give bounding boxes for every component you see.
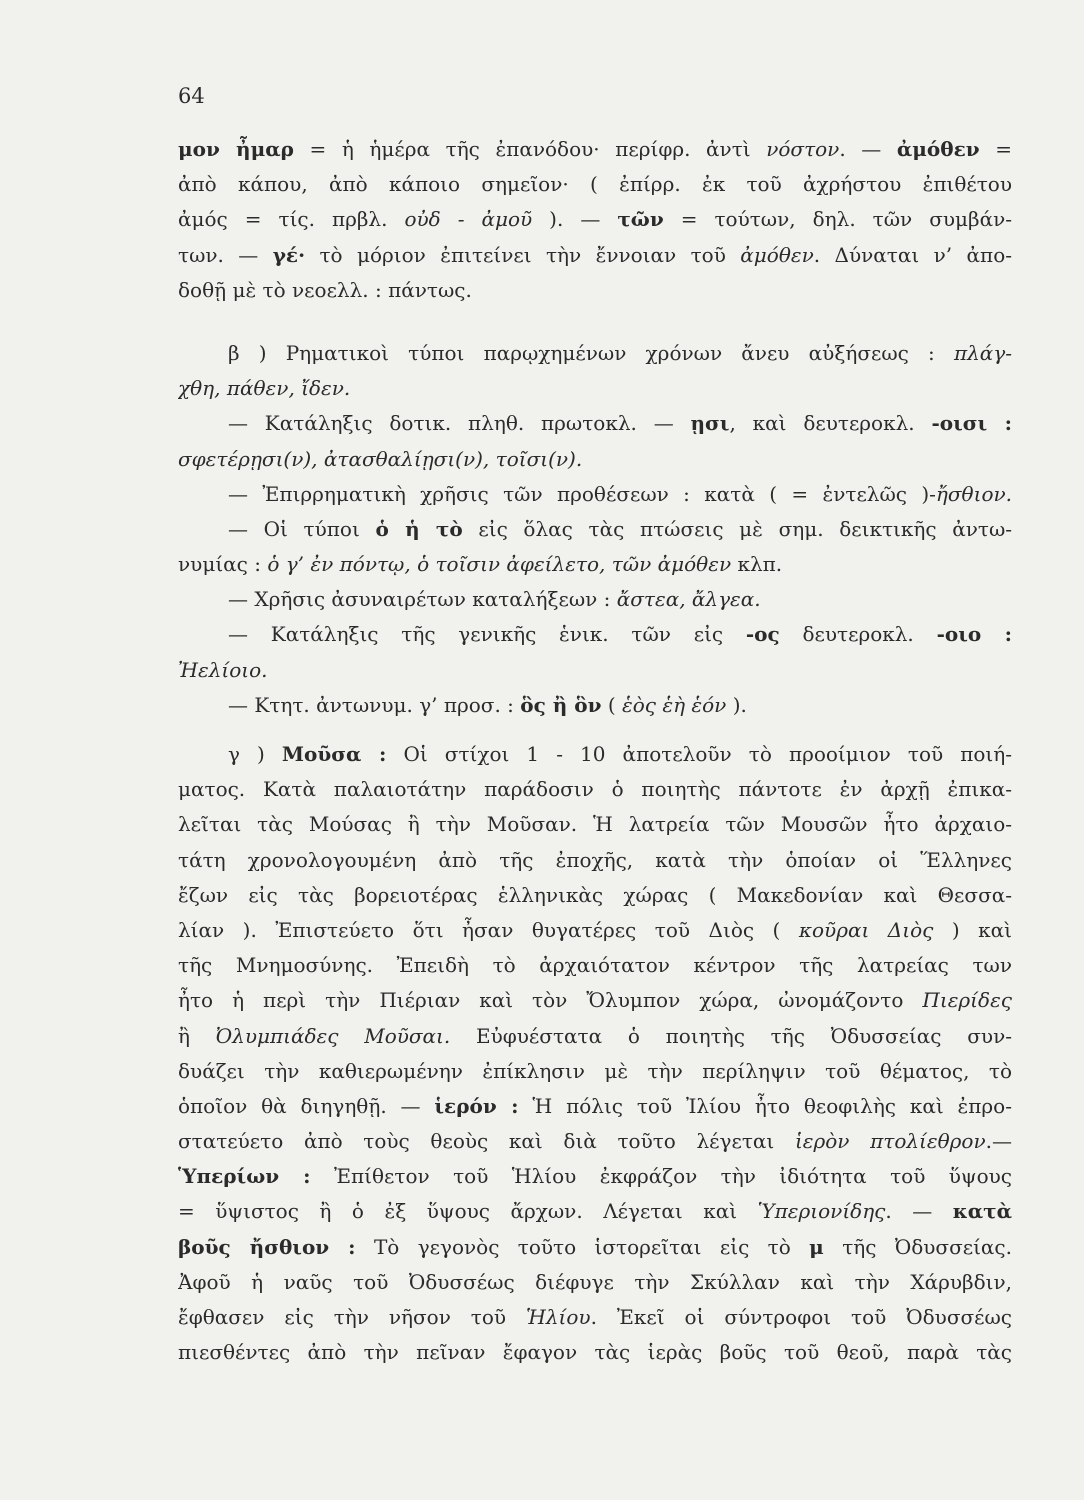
text-run: ἀμός = τίς. πρβλ. [178, 207, 405, 232]
bold-term: Μοῦσα : [281, 742, 387, 766]
text-line [178, 983, 1012, 1018]
text-run: Οἱ στίχοι 1 - 10 ἀποτελοῦν τὸ προοίμιον τοῦ ποιή- [386, 742, 1012, 766]
bold-term: ῃσι [690, 411, 730, 436]
text-line [178, 1159, 1012, 1194]
text-run: ἢ [178, 1023, 216, 1048]
text-run: Ἀφοῦ ἡ ναῦς τοῦ Ὀδυσσέως διέφυγε τὴν Σκύλλαν καὶ τὴν Χάρυβδιν, [178, 1269, 1012, 1294]
bold-term: ὁ ἡ τὸ [375, 516, 463, 541]
italic-quote: οὐδ - ἀμοῦ [404, 207, 533, 232]
text-run: λίαν ). Ἐπιστεύετο ὅτι ἦσαν θυγατέρες τοῦ Διὸς ( [178, 917, 799, 942]
text-run: ἔφθασεν εἰς τὴν νῆσον τοῦ [178, 1305, 526, 1329]
text-line [178, 167, 1012, 202]
text-run: — Κατάληξις δοτικ. πληθ. πρωτοκλ. — [228, 411, 691, 436]
text-line [178, 1265, 1012, 1300]
text-run: γ ) [228, 742, 282, 766]
bold-term: γέ· [272, 242, 306, 267]
text-run: — Χρῆσις ἀσυναιρέτων καταλήξεων : [228, 587, 617, 612]
text-line [178, 807, 1012, 842]
text-line [178, 442, 1012, 477]
text-line [178, 273, 1012, 308]
text-run: — Οἱ τύποι [228, 516, 376, 541]
text-run: τὸ μόριον ἐπιτείνει τὴν ἔννοιαν τοῦ [305, 242, 741, 267]
bold-term: -οισι : [931, 411, 1012, 436]
text-run: τάτη χρονολογουμένη ἀπὸ τῆς ἐποχῆς, κατὰ τὴν ὁποίαν οἱ Ἕλληνες [178, 847, 1012, 872]
text-run: ὁποῖον θὰ διηγηθῇ. — [178, 1093, 435, 1118]
text-line [178, 1230, 1012, 1265]
text-run: τῆς Μνημοσύνης. Ἐπειδὴ τὸ ἀρχαιότατον κέντρον τῆς λατρείας των [178, 953, 1012, 978]
italic-quote: Ἠελίοιο. [178, 657, 268, 682]
text-run: = [979, 137, 1012, 161]
text-line [178, 737, 1012, 772]
text-line [178, 653, 1012, 688]
text-line [178, 617, 1012, 652]
bold-term: Ὑπερίων : [178, 1164, 311, 1189]
italic-quote: χθη, πάθεν, ἴδεν. [178, 376, 351, 401]
bold-term: μον ἦμαρ [178, 137, 294, 161]
text-run: ( [601, 692, 622, 717]
text-run: ἔζων εἰς τὰς βορειοτέρας ἑλληνικὰς χώρας ( Μακεδονίαν καὶ Θεσσα- [178, 882, 1012, 907]
text-line [178, 1124, 1012, 1159]
page-number: 64 [178, 84, 205, 108]
text-line [178, 878, 1012, 913]
italic-quote: ἀμόθεν [740, 242, 814, 267]
text-line [178, 406, 1012, 441]
text-line [178, 1300, 1012, 1335]
italic-quote: νόστον [766, 137, 840, 161]
text-run: — Κατάληξις τῆς γενικῆς ἑνικ. τῶν εἰς [228, 622, 746, 647]
text-line [178, 772, 1012, 807]
italic-quote: σφετέρῃσι(ν), ἀτασθαλίῃσι(ν), τοῖσι(ν). [178, 446, 583, 471]
text-run: . — [885, 1199, 953, 1224]
text-run: νυμίας : [178, 552, 268, 577]
text-line [178, 202, 1012, 237]
italic-quote: ἤσθιον. [935, 481, 1012, 506]
text-run: = ἡ ἡμέρα τῆς ἐπανόδου· περίφρ. ἀντὶ [293, 137, 767, 161]
text-line [178, 582, 1012, 617]
italic-quote: ἱερὸν πτολίεθρον [794, 1129, 986, 1154]
text-line [178, 371, 1012, 406]
bold-term: βοῦς ἤσθιον : [178, 1234, 356, 1259]
bold-term: ὃς ἢ ὃν [520, 692, 602, 717]
text-run: Ἡ πόλις τοῦ Ἰλίου ἦτο θεοφιλὴς καὶ ἐπρο- [518, 1093, 1012, 1118]
text-run: — Ἐπιρρηματικὴ χρῆσις τῶν προθέσεων : κατὰ ( = ἐντελῶς )- [228, 481, 936, 506]
text-line [178, 512, 1012, 547]
text-run: Εὐφυέστατα ὁ ποιητὴς τῆς Ὀδυσσείας συν- [450, 1023, 1012, 1048]
italic-quote: κοῦραι Διὸς [798, 917, 934, 942]
text-line [178, 1019, 1012, 1054]
paragraph-gap [178, 308, 1012, 336]
bold-term: κατὰ [952, 1199, 1012, 1224]
text-line [178, 1335, 1012, 1370]
text-run: κλπ. [731, 552, 783, 577]
text-line [178, 132, 1012, 167]
text-run: . Δύναται ν’ ἀπο- [813, 242, 1012, 267]
italic-quote: Πιερίδες [922, 988, 1012, 1013]
text-line [178, 336, 1012, 371]
text-run: εἰς ὅλας τὰς πτώσεις μὲ σημ. δεικτικῆς ἀντω- [462, 516, 1012, 541]
text-run: ματος. Κατὰ παλαιοτάτην παράδοσιν ὁ ποιητὴς πάντοτε ἐν ἀρχῇ ἐπικα- [178, 777, 1012, 802]
italic-quote: Ὀλυμπιάδες Μοῦσαι. [215, 1023, 451, 1048]
text-run: .— [985, 1129, 1012, 1154]
text-run: τῆς Ὀδυσσείας. [823, 1234, 1012, 1259]
text-line [178, 238, 1012, 273]
text-run: των. — [178, 242, 273, 267]
text-run: ) καὶ [933, 917, 1012, 942]
text-run: δευτεροκλ. [779, 622, 937, 647]
text-line [178, 948, 1012, 983]
italic-quote: ἄστεα, ἄλγεα. [616, 587, 761, 612]
text-line [178, 1089, 1012, 1124]
text-run: Ἐπίθετον τοῦ Ἡλίου ἐκφράζον τὴν ἰδιότητα τοῦ ὕψους [310, 1164, 1012, 1189]
text-line [178, 913, 1012, 948]
text-run: ). — [532, 207, 618, 232]
text-line [178, 843, 1012, 878]
text-line [178, 1054, 1012, 1089]
italic-quote: ἑὸς ἑὴ ἑόν [622, 692, 727, 717]
text-run: , καὶ δευτεροκλ. [729, 411, 932, 436]
italic-quote: Ὑπεριονίδης [757, 1199, 886, 1224]
text-run: ἦτο ἡ περὶ τὴν Πιέριαν καὶ τὸν Ὄλυμπον χώρα, ὠνομάζοντο [178, 988, 923, 1013]
bold-term: τῶν [617, 207, 664, 232]
text-body [178, 132, 1012, 1370]
text-line [178, 1194, 1012, 1229]
text-run: ἀπὸ κάπου, ἀπὸ κάποιο σημεῖον· ( ἐπίρρ. ἐκ τοῦ ἀχρήστου ἐπιθέτου [178, 172, 1012, 197]
text-line [178, 547, 1012, 582]
paragraph-gap [178, 723, 1012, 737]
text-run: Τὸ γεγονὸς τοῦτο ἱστορεῖται εἰς τὸ [355, 1234, 810, 1259]
italic-quote: ὁ γ’ ἐν πόντῳ, ὁ τοῖσιν ἀφείλετο, τῶν ἀμόθεν [267, 552, 732, 577]
bold-term: μ [809, 1234, 824, 1259]
text-line [178, 688, 1012, 723]
text-run: = τούτων, δηλ. τῶν συμβάν- [663, 207, 1012, 232]
text-run: . Ἐκεῖ οἱ σύντροφοι τοῦ Ὀδυσσέως [590, 1305, 1012, 1329]
text-line [178, 477, 1012, 512]
text-run: πιεσθέντες ἀπὸ τὴν πεῖναν ἔφαγον τὰς ἱερὰς βοῦς τοῦ θεοῦ, παρὰ τὰς [178, 1340, 1012, 1365]
text-run: στατεύετο ἀπὸ τοὺς θεοὺς καὶ διὰ τοῦτο λέγεται [178, 1129, 795, 1154]
italic-quote: πλάγ- [953, 340, 1012, 365]
text-run: ). [726, 692, 747, 717]
text-run: = ὕψιστος ἢ ὁ ἐξ ὕψους ἄρχων. Λέγεται καὶ [178, 1199, 758, 1224]
text-run: δοθῇ μὲ τὸ νεοελλ. : πάντως. [178, 277, 472, 302]
bold-term: ἀμόθεν [896, 137, 980, 161]
text-run: δυάζει τὴν καθιερωμένην ἐπίκλησιν μὲ τὴν περίληψιν τοῦ θέματος, τὸ [178, 1058, 1012, 1083]
bold-term: ἱερόν : [434, 1093, 519, 1118]
text-run: . — [839, 137, 897, 161]
bold-term: -ος [745, 622, 780, 647]
italic-quote: Ἡλίου [526, 1305, 591, 1329]
text-run: λεῖται τὰς Μούσας ἢ τὴν Μοῦσαν. Ἡ λατρεία τῶν Μουσῶν ἦτο ἀρχαιο- [178, 812, 1012, 837]
text-run: β ) Ρηματικοὶ τύποι παρῳχημένων χρόνων ἄνευ αὐξήσεως : [228, 340, 954, 365]
text-run: — Κτητ. ἀντωνυμ. γ’ προσ. : [228, 692, 521, 717]
bold-term: -οιο : [936, 622, 1012, 647]
